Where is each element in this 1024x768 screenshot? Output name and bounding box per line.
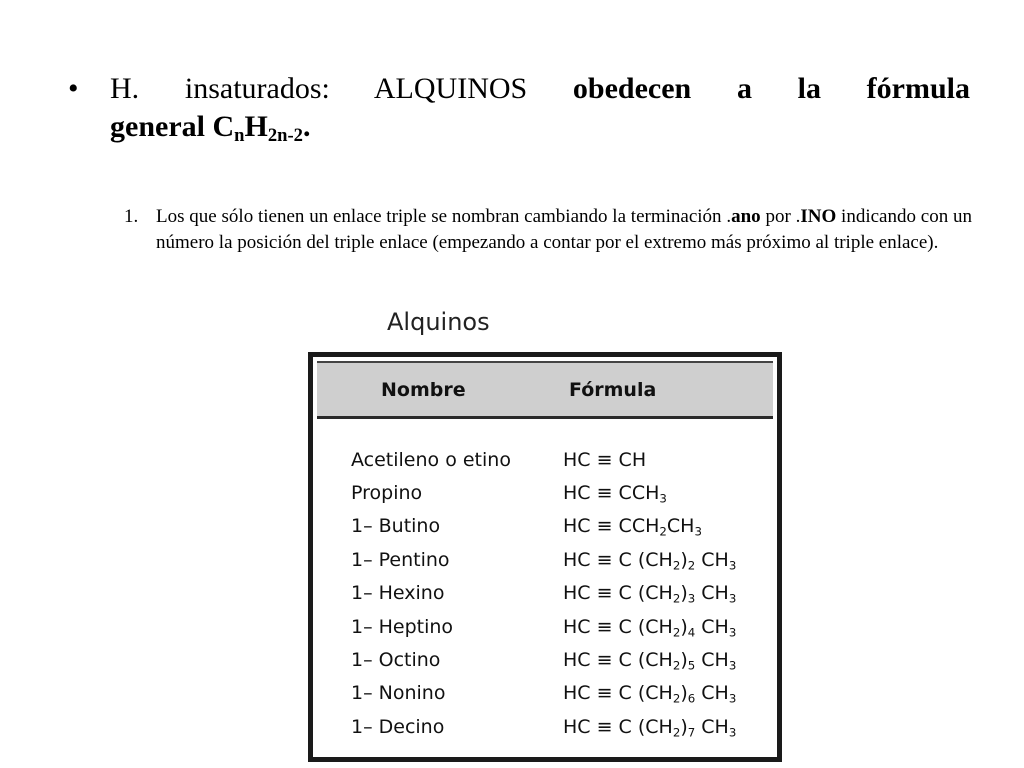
alkyne-formula: HC ≡ C $(CH_2)_2$ $CH_3$: [563, 548, 737, 573]
table-row: [351, 710, 781, 743]
alkyne-formula: HC ≡ $CCH_3$: [563, 482, 667, 506]
alkyne-name: 1– Butino: [351, 515, 441, 538]
alkyne-name: 1– Octino: [351, 649, 441, 672]
alkyne-formula: HC ≡ C $(CH_2)_7$ $CH_3$: [563, 715, 737, 740]
alkyne-formula: HC ≡ C $(CH_2)_3$ $CH_3$: [563, 582, 737, 606]
alkyne-formula: HC ≡ C $(CH_2)_4$ $CH_3$: [563, 615, 737, 639]
alkyne-table: [308, 352, 782, 762]
table-row: [351, 643, 781, 676]
alkyne-formula: HC ≡ C $(CH_2)_5$ $CH_3$: [563, 649, 737, 673]
alkyne-name: 1– Pentino: [351, 548, 450, 571]
column-header-name: Nombre: [381, 379, 466, 401]
table-row: [351, 543, 781, 576]
table-row: [351, 510, 781, 543]
heading-text: [110, 70, 970, 146]
alkyne-formula: HC ≡ C $(CH_2)_6$ $CH_3$: [563, 682, 737, 706]
alkyne-name: 1– Decino: [351, 715, 445, 738]
alkyne-name: 1– Nonino: [351, 682, 446, 705]
alkyne-formula: HC ≡ CH: [563, 448, 647, 471]
table-title: Alquinos: [387, 308, 490, 336]
rule-text: Los que sólo tienen un enlace triple se nombran cambiando la terminación .ano por .INO indicando con un número la posición del triple enlace (empezando a contar por el extremo más próximo al triple enlace).: [156, 206, 973, 253]
table-row: [351, 577, 781, 610]
table-body: [351, 443, 781, 744]
table-row: [351, 677, 781, 710]
alkyne-name: 1– Hexino: [351, 582, 445, 605]
table-row: [351, 610, 781, 643]
alkyne-name: Propino: [351, 482, 423, 505]
table-header: [317, 361, 773, 419]
bullet-dot: •: [68, 72, 79, 105]
general-formula: general $C_nH_{2n-2}$.: [110, 110, 311, 147]
table-row: [351, 443, 781, 476]
alkyne-formula: HC ≡ $CCH_2CH_3$: [563, 515, 702, 539]
heading-label-bold: obedecen a la fórmula: [572, 72, 970, 105]
table-row: [351, 476, 781, 509]
heading-label: H. insaturados: ALQUINOS: [110, 72, 528, 105]
rule-item-1: [124, 204, 972, 256]
alkyne-name: Acetileno o etino: [351, 448, 511, 471]
column-header-formula: Fórmula: [569, 379, 657, 401]
alkyne-name: 1– Heptino: [351, 615, 454, 638]
heading-bullet: [68, 70, 970, 146]
rule-number: 1.: [124, 206, 139, 227]
